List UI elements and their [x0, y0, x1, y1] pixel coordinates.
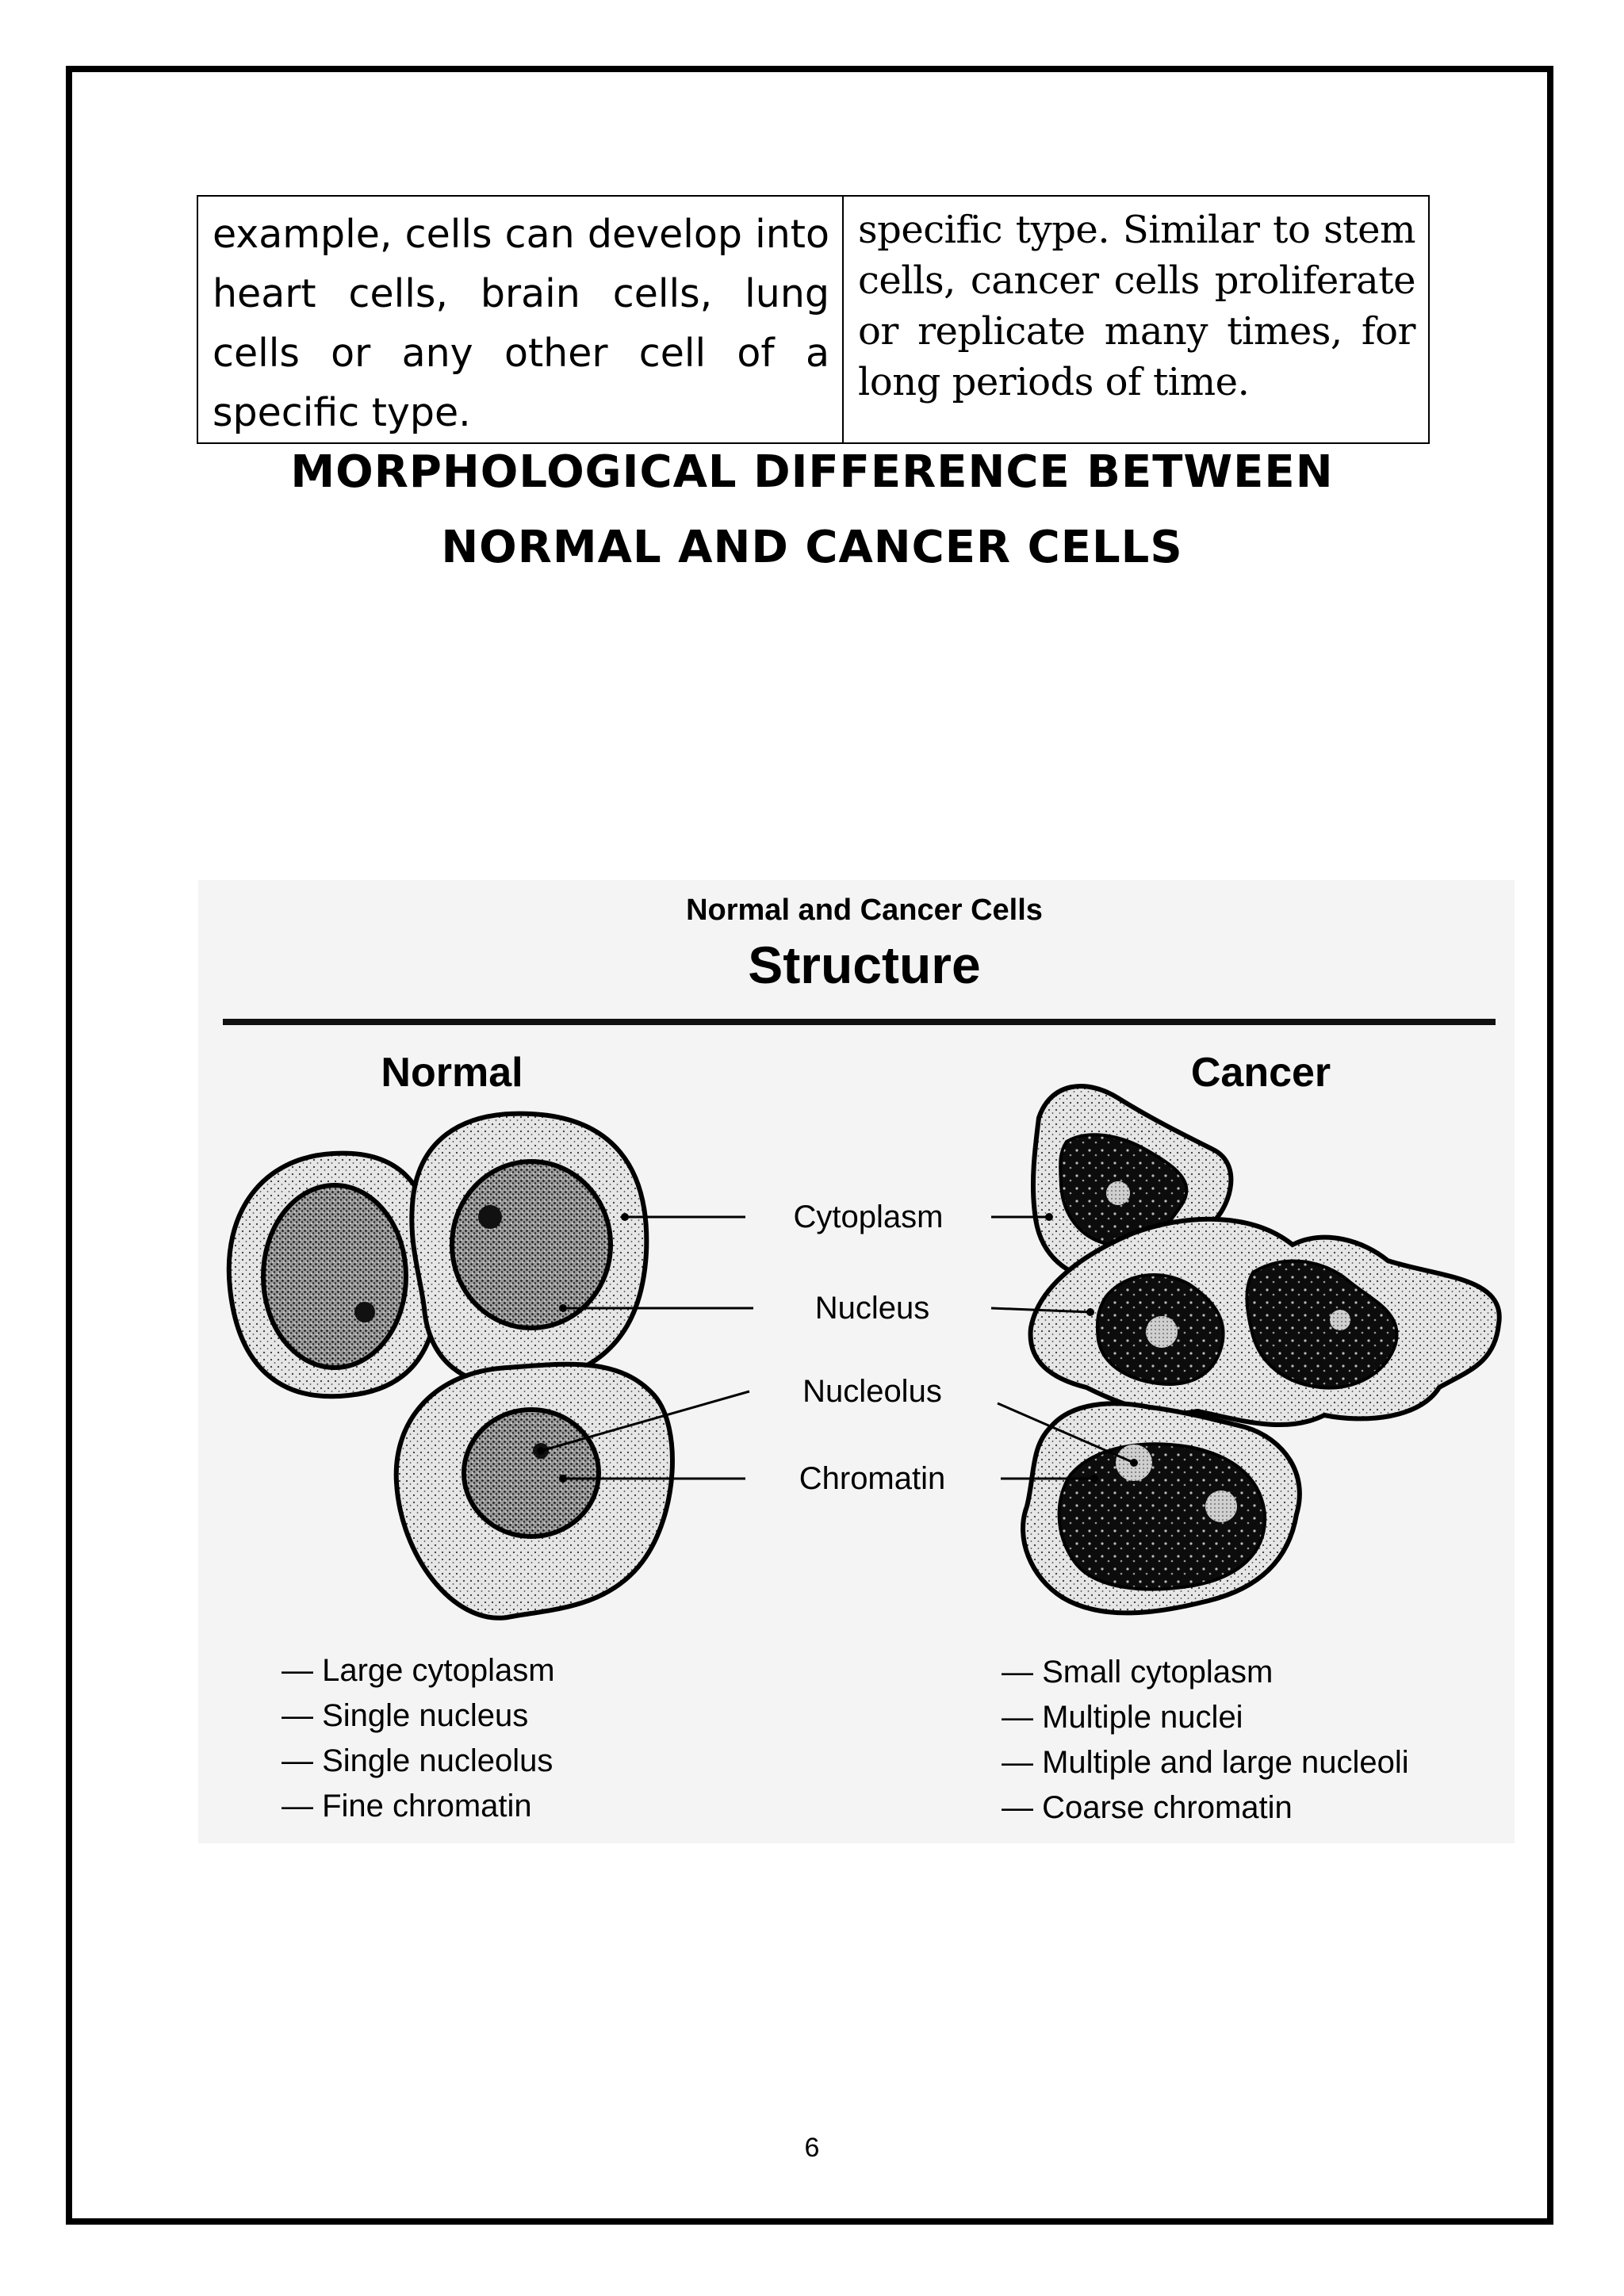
cancer-nucleolus-middle-left — [1146, 1316, 1178, 1348]
callout-dot — [1045, 1213, 1053, 1221]
cancer-label: Cancer — [1190, 1050, 1331, 1096]
cell-diagram — [198, 880, 1515, 1843]
cancer-nucleolus-bottom-b — [1205, 1490, 1237, 1522]
cancer-cells — [1023, 1086, 1500, 1613]
figure-subtitle: Normal and Cancer Cells — [686, 894, 1043, 927]
section-heading-line2: NORMAL AND CANCER CELLS — [441, 522, 1183, 573]
normal-nucleolus-left — [354, 1302, 375, 1322]
cancer-nucleolus-top — [1106, 1181, 1130, 1205]
normal-nucleus-left — [263, 1185, 406, 1368]
callout-cytoplasm: Cytoplasm — [793, 1200, 944, 1234]
callout-dot — [537, 1447, 545, 1455]
normal-label: Normal — [381, 1050, 523, 1096]
page-number: 6 — [804, 2133, 820, 2163]
callout-dot — [559, 1475, 567, 1483]
cancer-feature: — Multiple nuclei — [1002, 1700, 1243, 1735]
text-table — [197, 195, 1430, 444]
normal-nucleolus-upper — [478, 1205, 502, 1229]
cancer-feature: — Coarse chromatin — [1002, 1790, 1293, 1825]
figure-title: Structure — [748, 936, 981, 994]
callout-dot — [1090, 1475, 1098, 1483]
normal-feature: — Single nucleolus — [282, 1743, 553, 1778]
callout-chromatin: Chromatin — [799, 1461, 946, 1496]
title-rule — [223, 1019, 1496, 1025]
normal-feature: — Large cytoplasm — [282, 1653, 555, 1688]
normal-cells — [229, 1114, 672, 1618]
table-cell-right: specific type. Similar to stem cells, cancer cells proliferate or replicate many times, for long periods of time. — [843, 196, 1429, 443]
callout-dot — [1086, 1308, 1094, 1316]
callout-dot — [1130, 1459, 1138, 1467]
cancer-nucleus-bottom — [1059, 1444, 1266, 1589]
normal-feature: — Single nucleus — [282, 1698, 529, 1733]
normal-feature: — Fine chromatin — [282, 1789, 532, 1823]
section-heading-line1: MORPHOLOGICAL DIFFERENCE BETWEEN — [290, 446, 1334, 498]
callout-nucleus: Nucleus — [814, 1291, 930, 1326]
callout-nucleolus: Nucleolus — [802, 1374, 942, 1409]
cancer-feature: — Small cytoplasm — [1002, 1655, 1274, 1689]
normal-nucleus-upper — [452, 1161, 611, 1328]
cell-structure-figure — [198, 880, 1515, 1843]
cancer-nucleolus-middle-right — [1330, 1310, 1350, 1330]
table-cell-left: example, cells can develop into heart cells, brain cells, lung cells or any other cell of a specific type. — [197, 196, 843, 443]
callout-dot — [559, 1304, 567, 1312]
normal-nucleus-lower — [464, 1410, 599, 1536]
cancer-feature: — Multiple and large nucleoli — [1002, 1745, 1409, 1780]
callout-dot — [621, 1213, 629, 1221]
